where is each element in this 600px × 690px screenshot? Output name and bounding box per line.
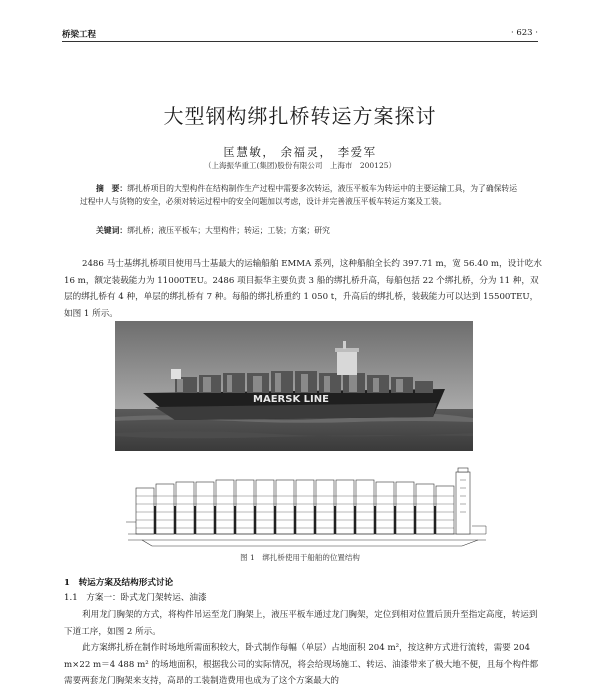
hull-lettering: MAERSK LINE <box>253 394 329 405</box>
abstract <box>80 182 520 208</box>
journal-name: 桥梁工程 <box>62 30 97 40</box>
paper-title: 大型钢构绑扎桥转运方案探讨 <box>163 104 437 128</box>
keywords-label: 关键词： <box>96 226 128 235</box>
page-number: · 623 · <box>510 28 538 38</box>
figure-caption: 图 1 绑扎桥使用于船舶的位置结构 <box>240 553 360 562</box>
section-heading-1: 1 转运方案及结构形式讨论 <box>64 578 174 588</box>
abstract-label: 摘 要： <box>96 184 128 193</box>
header-rule <box>62 41 538 42</box>
keywords-text: 绑扎桥；液压平板车；大型构件；转运；工装；方案；研究 <box>127 226 330 235</box>
running-header <box>62 28 538 42</box>
ship-photo <box>115 321 473 451</box>
abstract-text: 绑扎桥项目的大型构件在结构制作生产过程中需要多次转运，液压平板车为转运中的主要运输工具，为了确保转运过程中人与货物的安全，必须对转运过程中的安全问题加以考虑，设计并完善液压平板车转运方案及工装。 <box>80 184 518 206</box>
section-heading-1-1: 1.1 方案一：卧式龙门架转运、油漆 <box>64 593 207 603</box>
intro-paragraph: 2486 马士基绑扎桥项目使用马士基最大的运输船舶 EMMA 系列，这种船舶全长约 397.71 m，宽 56.40 m，设计吃水 16 m，额定装载能力为 11000TEU。2486 项目振华主要负责 3 船的绑扎桥升高，每船包括 22 个绑扎桥，分为 11 种，双层的绑扎桥有 4 种，单层的绑扎桥有 7 种。每船的绑扎桥重约 1 050 t，升高后的绑扎桥，装载能力可以达到 15500TEU，如图 1 所示。 <box>64 259 543 319</box>
paragraph-scheme-1: 利用龙门胸架的方式，将构件吊运至龙门胸架上，液压平板车通过龙门胸架，定位到相对位置后顶升至指定高度，转运到下道工序，如图 2 所示。 <box>64 610 538 637</box>
authors: 匡慧敏， 余福灵， 李爱军 <box>223 145 377 159</box>
keywords <box>80 224 520 237</box>
paragraph-scheme-1-analysis: 此方案绑扎桥在制作时场地所需面积较大，卧式制作每幅（单层）占地面积 204 m²，按这种方式进行流转，需要 204 m×22 m＝4 488 m² 的场地面积，根据我公司的实际情况，将会给现场施工、转运、油漆带来了极大地不便，且每个构件都需要两套龙门胸架来支持，高昂的工装制造费用也成为了这个方案最大的 <box>64 643 539 686</box>
lashing-bridge-drawing <box>122 466 492 548</box>
affiliation: （上海振华重工(集团)股份有限公司 上海市 200125） <box>204 161 396 170</box>
